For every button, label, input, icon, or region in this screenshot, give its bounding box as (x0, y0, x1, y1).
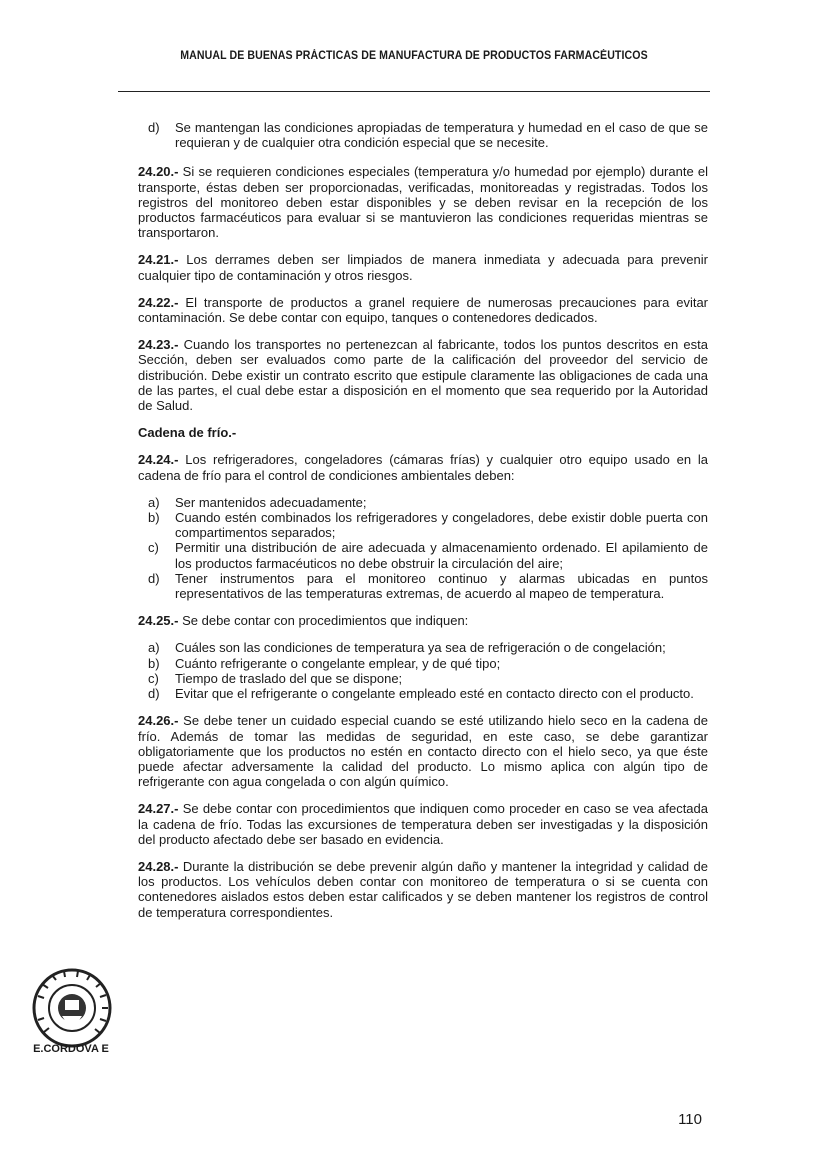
section-number: 24.24.- (138, 452, 179, 468)
section-number: 24.28.- (138, 858, 179, 874)
section-24-24 (138, 452, 708, 482)
section-24-21 (138, 252, 708, 282)
section-text: El transporte de productos a granel requiere de numerosas precauciones para evitar contaminación. Se debe contar con equipo, tanques o contenedores dedicados. (138, 294, 708, 326)
list-item-text: Permitir una distribución de aire adecuada y almacenamiento ordenado. El apilamiento de los productos farmacéuticos no debe obstruir la circulación del aire; (175, 540, 708, 571)
section-24-22 (138, 295, 708, 325)
document-header: MANUAL DE BUENAS PRÁCTICAS DE MANUFACTURA DE PRODUCTOS FARMACÉUTICOS (180, 50, 648, 62)
section-24-28 (138, 859, 708, 920)
section-text: Durante la distribución se debe prevenir algún daño y mantener la integridad y calidad de los productos. Los vehículos deben contar con monitoreo de temperatura o si se cuenta con contenedores aislados estos deben estar calificados y se deben mantener los registros de control de temperatura correspondientes. (138, 858, 708, 920)
list-item-text: Cuáles son las condiciones de temperatura ya sea de refrigeración o de congelación; (175, 640, 666, 656)
list-item (138, 510, 708, 540)
list-marker: c) (148, 670, 159, 686)
section-number: 24.27.- (138, 801, 179, 817)
list-marker: b) (148, 655, 160, 671)
stamp-signature: E.CÓRDOVA E (33, 1043, 109, 1055)
section-24-24-list (138, 495, 708, 601)
section-24-25-list (138, 640, 708, 701)
list-marker: b) (148, 510, 160, 526)
document-body (138, 120, 708, 932)
section-number: 24.26.- (138, 713, 179, 729)
section-24-26 (138, 713, 708, 789)
section-number: 24.21.- (138, 252, 179, 268)
list-item-text: Se mantengan las condiciones apropiadas de temperatura y humedad en el caso de que se requieran y de cualquier otra condición especial que se necesite. (175, 120, 708, 151)
list-marker: d) (148, 120, 160, 135)
section-24-20 (138, 164, 708, 240)
list-item-text: Cuánto refrigerante o congelante emplear, y de qué tipo; (175, 655, 501, 671)
section-number: 24.20.- (138, 164, 179, 180)
intro-list (138, 120, 708, 150)
list-marker: d) (148, 570, 160, 586)
header-rule (118, 91, 710, 92)
section-text: Los refrigeradores, congeladores (cámaras frías) y cualquier otro equipo usado en la cadena de frío para el control de condiciones ambientales deben: (138, 452, 708, 483)
section-text: Los derrames deben ser limpiados de manera inmediata y adecuada para prevenir cualquier tipo de contaminación y otros riesgos. (138, 252, 708, 283)
list-item (138, 571, 708, 601)
section-text: Cuando los transportes no pertenezcan al fabricante, todos los puntos descritos en esta Sección, deben ser evaluados como parte de la calificación del proveedor del servicio de distribución. Debe existir un contrato escrito que estipule claramente las obligaciones de cada una de las partes, el cual debe estar a disposición en el momento que sea requerido por la Autoridad de Salud. (138, 337, 708, 414)
list-item (138, 540, 708, 570)
list-item-text: Tiempo de traslado del que se dispone; (175, 670, 403, 686)
list-marker: d) (148, 686, 160, 702)
section-text: Se debe contar con procedimientos que indiquen como proceder en caso se vea afectada la cadena de frío. Todas las excursiones de temperatura deben ser investigadas y la disposición del producto afectado debe ser basado en evidencia. (138, 801, 708, 847)
list-marker: a) (148, 494, 160, 510)
section-number: 24.23.- (138, 337, 179, 353)
list-item-text: Tener instrumentos para el monitoreo continuo y alarmas ubicadas en puntos representativos de las temperaturas extremas, de acuerdo al mapeo de temperatura. (175, 570, 708, 602)
list-item (138, 495, 708, 510)
list-item (138, 120, 708, 150)
section-24-23 (138, 337, 708, 413)
list-item-text: Cuando estén combinados los refrigeradores y congeladores, debe existir doble puerta con compartimentos separados; (175, 510, 708, 541)
section-text: Se debe contar con procedimientos que indiquen: (178, 613, 469, 629)
section-text: Se debe tener un cuidado especial cuando se esté utilizando hielo seco en la cadena de frío. Además de tomar las medidas de seguridad, en este caso, se debe garantizar obligatoriamente que los productos no estén en contacto directo con el hielo seco, ya que éste puede afectar adversamente la calidad del producto. Lo mismo aplica con algún tipo de refrigerante con agua congelada o con algún químico. (138, 713, 708, 790)
list-marker: a) (148, 640, 160, 656)
section-number: 24.25.- (138, 613, 179, 629)
list-item-text: Ser mantenidos adecuadamente; (175, 494, 367, 510)
cold-chain-heading: Cadena de frío.- (138, 425, 237, 441)
section-number: 24.22.- (138, 294, 179, 310)
section-24-27 (138, 801, 708, 847)
list-marker: c) (148, 540, 159, 556)
page-number: 110 (678, 1111, 702, 1128)
list-item (138, 671, 708, 686)
list-item-text: Evitar que el refrigerante o congelante empleado esté en contacto directo con el producto. (175, 686, 694, 702)
list-item (138, 640, 708, 655)
section-24-25 (138, 613, 708, 628)
list-item (138, 656, 708, 671)
section-text: Si se requieren condiciones especiales (temperatura y/o humedad por ejemplo) durante el transporte, éstas deben ser proporcionadas, verificadas, monitoreadas y registradas. Todos los registros del monitoreo deben estar disponibles y se deben revisar en la recepción de los productos farmacéuticos para evaluar si se mantuvieron las condiciones requeridas mientras se transportaron. (138, 164, 708, 241)
list-item (138, 686, 708, 701)
